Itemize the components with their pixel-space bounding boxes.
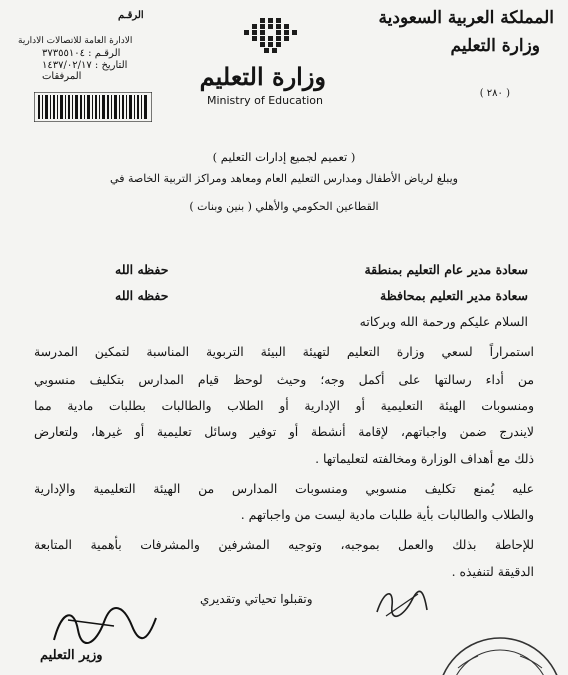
reference-code: ( ٢٨٠ ) <box>479 88 510 99</box>
paragraph3-line: للإحاطة بذلك والعمل بموجبه، وتوجيه المشرفين والمشرفات بأهمية المتابعة <box>34 537 534 552</box>
kingdom-name: المملكة العربية السعودية <box>378 8 554 28</box>
stamp-number: الرقـم : ٣٧٣٥٥١٠٤ <box>42 48 121 59</box>
addressee-line1-suffix: حفظه الله <box>115 262 169 277</box>
logo-english-text: Ministry of Education <box>206 94 323 107</box>
paragraph1-line: من أداء رسالتها على أكمل وجه؛ وحيث لوحظ قيام المدارس بتكليف منسوبي <box>34 372 534 387</box>
paragraph1-line: ذلك مع أهداف الوزارة ومخالفته لتعليماتها . <box>315 451 534 466</box>
paragraph1-line: لايندرج ضمن واجباتهم، لإقامة أنشطة أو توفير وسائل تعليمية أو غيرها، ولتعارض <box>34 424 534 439</box>
addressee-line1: سعادة مدير عام التعليم بمنطقة <box>364 262 528 277</box>
circular-title: ( تعميم لجميع إدارات التعليم ) <box>212 150 356 164</box>
stamp-attachments: المرفقات <box>42 71 82 82</box>
paragraph1-line: استمراراً لسعي وزارة التعليم لتهيئة البيئة التربوية المناسبة لتمكين المدرسة <box>34 344 534 359</box>
ministry-name: وزارة التعليم <box>450 36 540 56</box>
stamp-number-label: الرقـم <box>118 10 144 21</box>
paragraph1-line: ومنسوبات الهيئة التعليمية أو الإدارية أو الطلاب والطالبات بطلبات مادية مما <box>34 398 534 413</box>
logo-arabic-text: وزارة التعليم <box>199 62 326 91</box>
barcode-icon <box>34 92 152 122</box>
minister-title: وزير التعليم <box>40 648 103 663</box>
initial-signature <box>372 582 432 622</box>
addressee-line2-suffix: حفظه الله <box>115 288 169 303</box>
stamp-date: التاريخ : ١٤٣٧/٠٢/١٧ <box>42 59 128 71</box>
paragraph2-line: عليه يُمنع تكليف منسوبي ومنسوبات المدارس من الهيئة التعليمية والإدارية <box>34 481 534 496</box>
circular-subtitle-line2: القطاعين الحكومي والأهلي ( بنين وبنات ) <box>189 200 379 213</box>
addressee-line2: سعادة مدير التعليم بمحافظة <box>380 288 528 303</box>
paragraph2-line: والطلاب والطالبات بأية طلبات مادية ليست من واجباتهم . <box>240 507 534 522</box>
stamp-details <box>42 48 132 83</box>
minister-signature <box>44 600 164 648</box>
greeting: السلام عليكم ورحمة الله وبركاته <box>359 314 528 329</box>
closing-remark: وتقبلوا تحياتي وتقديري <box>200 592 313 606</box>
stamp-department: الادارة العامة للاتصالات الادارية <box>18 36 133 46</box>
circular-subtitle-line1: ويبلغ لرياض الأطفال ومدارس التعليم العام ومعاهد ومراكز التربية الخاصة في <box>110 172 458 185</box>
paragraph3-line: الدقيقة لتنفيذه . <box>451 564 534 579</box>
official-seal <box>420 628 560 675</box>
